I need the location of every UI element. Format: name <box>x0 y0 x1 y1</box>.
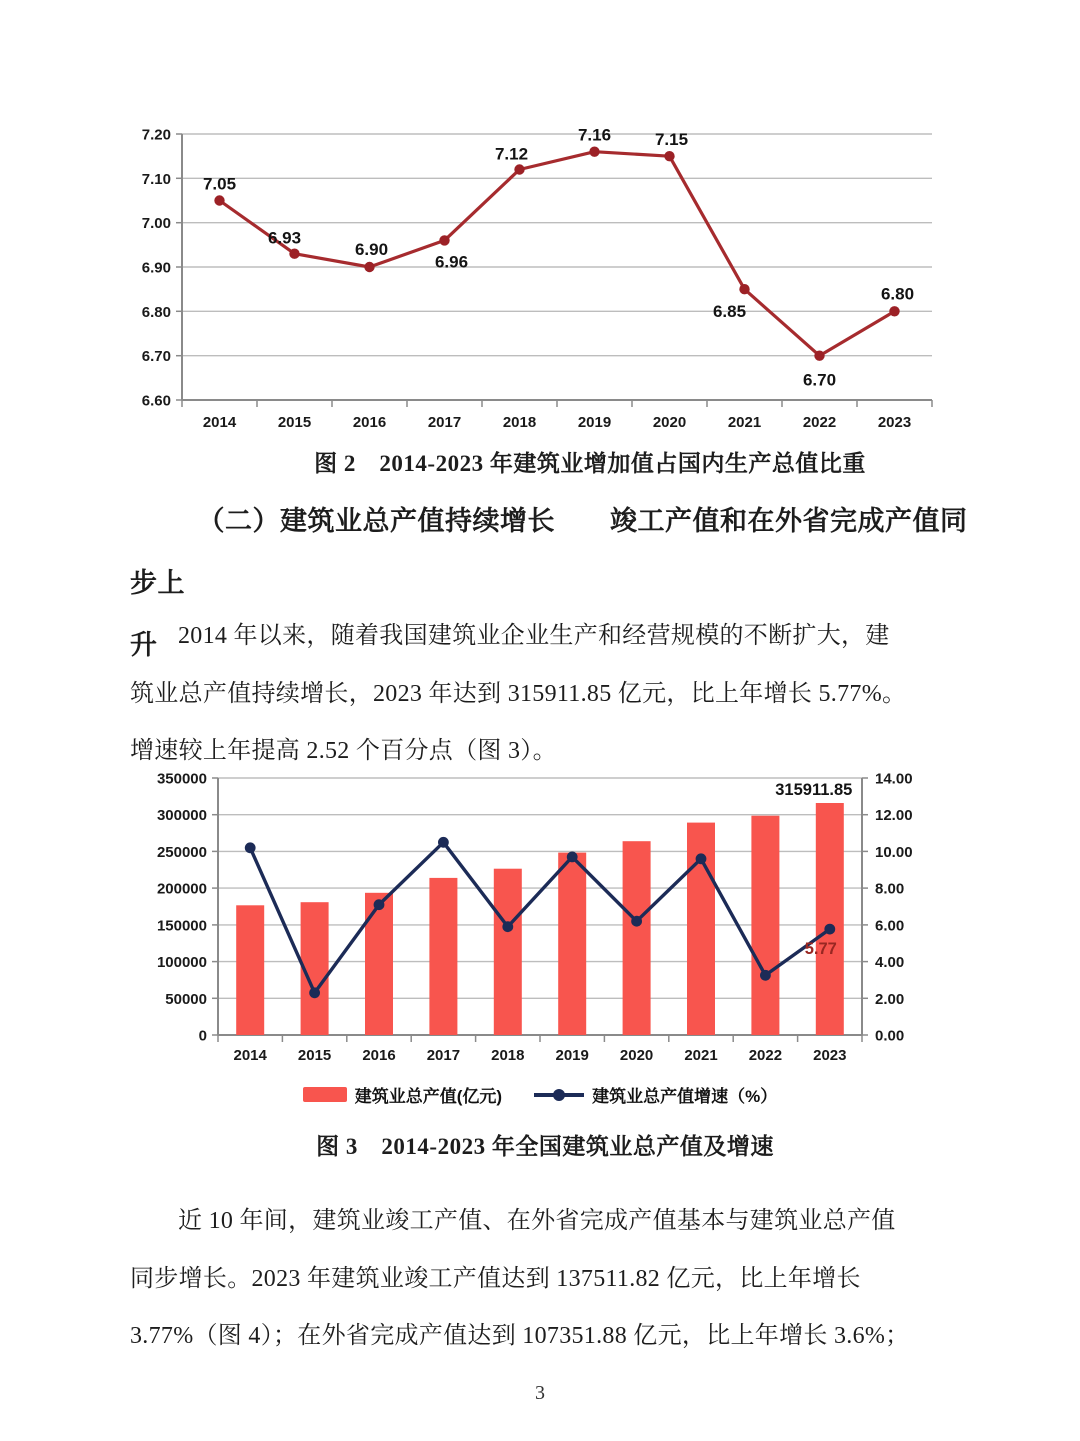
section-heading-line2: 升 <box>130 630 158 660</box>
svg-text:7.05: 7.05 <box>202 174 237 194</box>
fig2-y-tick-labels <box>142 127 171 410</box>
svg-text:315911.85: 315911.85 <box>775 781 853 799</box>
svg-text:6.90: 6.90 <box>354 240 389 259</box>
svg-text:2018: 2018 <box>491 1047 525 1064</box>
svg-text:0.00: 0.00 <box>875 1027 905 1045</box>
svg-text:2021: 2021 <box>684 1047 718 1064</box>
svg-text:2014: 2014 <box>233 1047 267 1064</box>
line-marker-dot <box>553 1089 565 1101</box>
svg-text:2019: 2019 <box>555 1047 589 1064</box>
svg-text:7.16: 7.16 <box>577 125 612 145</box>
svg-text:10.00: 10.00 <box>875 843 913 861</box>
svg-text:6.60: 6.60 <box>141 392 171 410</box>
fig2-axes <box>182 134 932 407</box>
svg-text:100000: 100000 <box>156 954 207 972</box>
line-series-swatch <box>534 1093 584 1097</box>
figure2-caption: 图 2 2014-2023 年建筑业增加值占国内生产总值比重 <box>314 451 866 476</box>
fig3-x-tick-labels <box>234 1047 847 1064</box>
svg-text:2015: 2015 <box>297 1047 332 1064</box>
svg-text:2021: 2021 <box>727 414 762 431</box>
bar-series-swatch <box>303 1087 347 1102</box>
svg-text:7.15: 7.15 <box>654 130 689 150</box>
paragraph-1-line3: 增速较上年提高 2.52 个百分点（图 3）。 <box>130 738 557 764</box>
svg-text:2023: 2023 <box>813 1047 847 1064</box>
svg-text:6.85: 6.85 <box>712 302 747 322</box>
legend-item-total-output <box>303 1082 502 1107</box>
figure3-caption: 图 3 2014-2023 年全国建筑业总产值及增速 <box>316 1134 774 1159</box>
svg-text:2020: 2020 <box>619 1047 654 1064</box>
svg-text:300000: 300000 <box>156 807 207 825</box>
figure3-combo-chart-svg <box>120 760 970 1064</box>
svg-text:7.00: 7.00 <box>141 215 171 233</box>
svg-text:5.77: 5.77 <box>804 940 837 959</box>
svg-text:50000: 50000 <box>165 990 207 1008</box>
paragraph-2 <box>130 1193 975 1366</box>
svg-text:150000: 150000 <box>156 917 207 935</box>
svg-text:6.00: 6.00 <box>875 917 905 935</box>
svg-text:2017: 2017 <box>427 414 462 431</box>
legend-label-total-output: 建筑业总产值(亿元) <box>354 1087 503 1106</box>
svg-text:2017: 2017 <box>426 1047 461 1064</box>
svg-text:6.90: 6.90 <box>141 259 171 277</box>
legend-item-growth-rate <box>534 1082 777 1107</box>
svg-text:2020: 2020 <box>652 414 687 431</box>
svg-text:7.20: 7.20 <box>141 126 171 144</box>
fig3-y-tick-labels-right <box>875 771 913 1045</box>
svg-text:7.12: 7.12 <box>494 144 529 164</box>
paragraph-1 <box>130 608 975 781</box>
svg-text:6.80: 6.80 <box>880 284 915 304</box>
svg-text:4.00: 4.00 <box>875 954 905 972</box>
svg-text:6.70: 6.70 <box>802 370 837 390</box>
figure2-line-chart-svg <box>120 100 970 445</box>
paragraph-2-line1: 近 10 年间，建筑业竣工产值、在外省完成产值基本与建筑业总产值 <box>178 1208 896 1234</box>
svg-text:7.10: 7.10 <box>141 170 171 188</box>
fig2-x-tick-labels <box>203 414 911 431</box>
paragraph-2-line3: 3.77%（图 4）；在外省完成产值达到 107351.88 亿元，比上年增长 3.6%； <box>130 1323 910 1349</box>
fig3-line-series <box>245 837 835 998</box>
paragraph-2-line2: 同步增长。2023 年建筑业竣工产值达到 137511.82 亿元，比上年增长 <box>130 1265 861 1292</box>
svg-text:6.96: 6.96 <box>434 252 469 272</box>
svg-text:12.00: 12.00 <box>875 807 913 825</box>
section-heading-line1: （二）建筑业总产值持续增长 竣工产值和在外省完成产值同步上 <box>130 506 968 598</box>
svg-text:2.00: 2.00 <box>875 990 905 1008</box>
svg-text:2015: 2015 <box>277 414 312 431</box>
svg-text:2022: 2022 <box>802 414 837 431</box>
svg-text:200000: 200000 <box>156 880 207 898</box>
legend-label-growth-rate: 建筑业总产值增速（%） <box>592 1087 778 1106</box>
svg-text:2014: 2014 <box>202 414 237 431</box>
svg-text:6.70: 6.70 <box>141 348 171 366</box>
svg-text:250000: 250000 <box>156 843 207 861</box>
fig3-bar-series <box>236 803 844 1035</box>
paragraph-1-line2: 筑业总产值持续增长，2023 年达到 315911.85 亿元，比上年增长 5.77%。 <box>130 680 907 707</box>
svg-text:14.00: 14.00 <box>875 770 913 788</box>
figure3-legend <box>0 1082 1080 1107</box>
fig3-y-tick-labels-left <box>157 771 207 1045</box>
svg-text:2016: 2016 <box>362 1047 396 1064</box>
figure3-chart <box>120 760 970 1064</box>
svg-text:2022: 2022 <box>748 1047 783 1064</box>
svg-text:2016: 2016 <box>352 414 387 431</box>
svg-text:2019: 2019 <box>577 414 612 431</box>
svg-text:8.00: 8.00 <box>875 880 905 898</box>
paragraph-1-line1: 2014 年以来，随着我国建筑业企业生产和经营规模的不断扩大，建 <box>178 623 890 649</box>
svg-text:0: 0 <box>198 1027 207 1045</box>
svg-text:2023: 2023 <box>877 414 912 431</box>
figure2-chart <box>120 100 970 445</box>
page-number: 3 <box>535 1382 545 1404</box>
svg-text:6.93: 6.93 <box>267 228 302 248</box>
svg-text:2018: 2018 <box>502 414 537 431</box>
svg-text:6.80: 6.80 <box>141 303 171 321</box>
svg-text:350000: 350000 <box>156 770 207 788</box>
